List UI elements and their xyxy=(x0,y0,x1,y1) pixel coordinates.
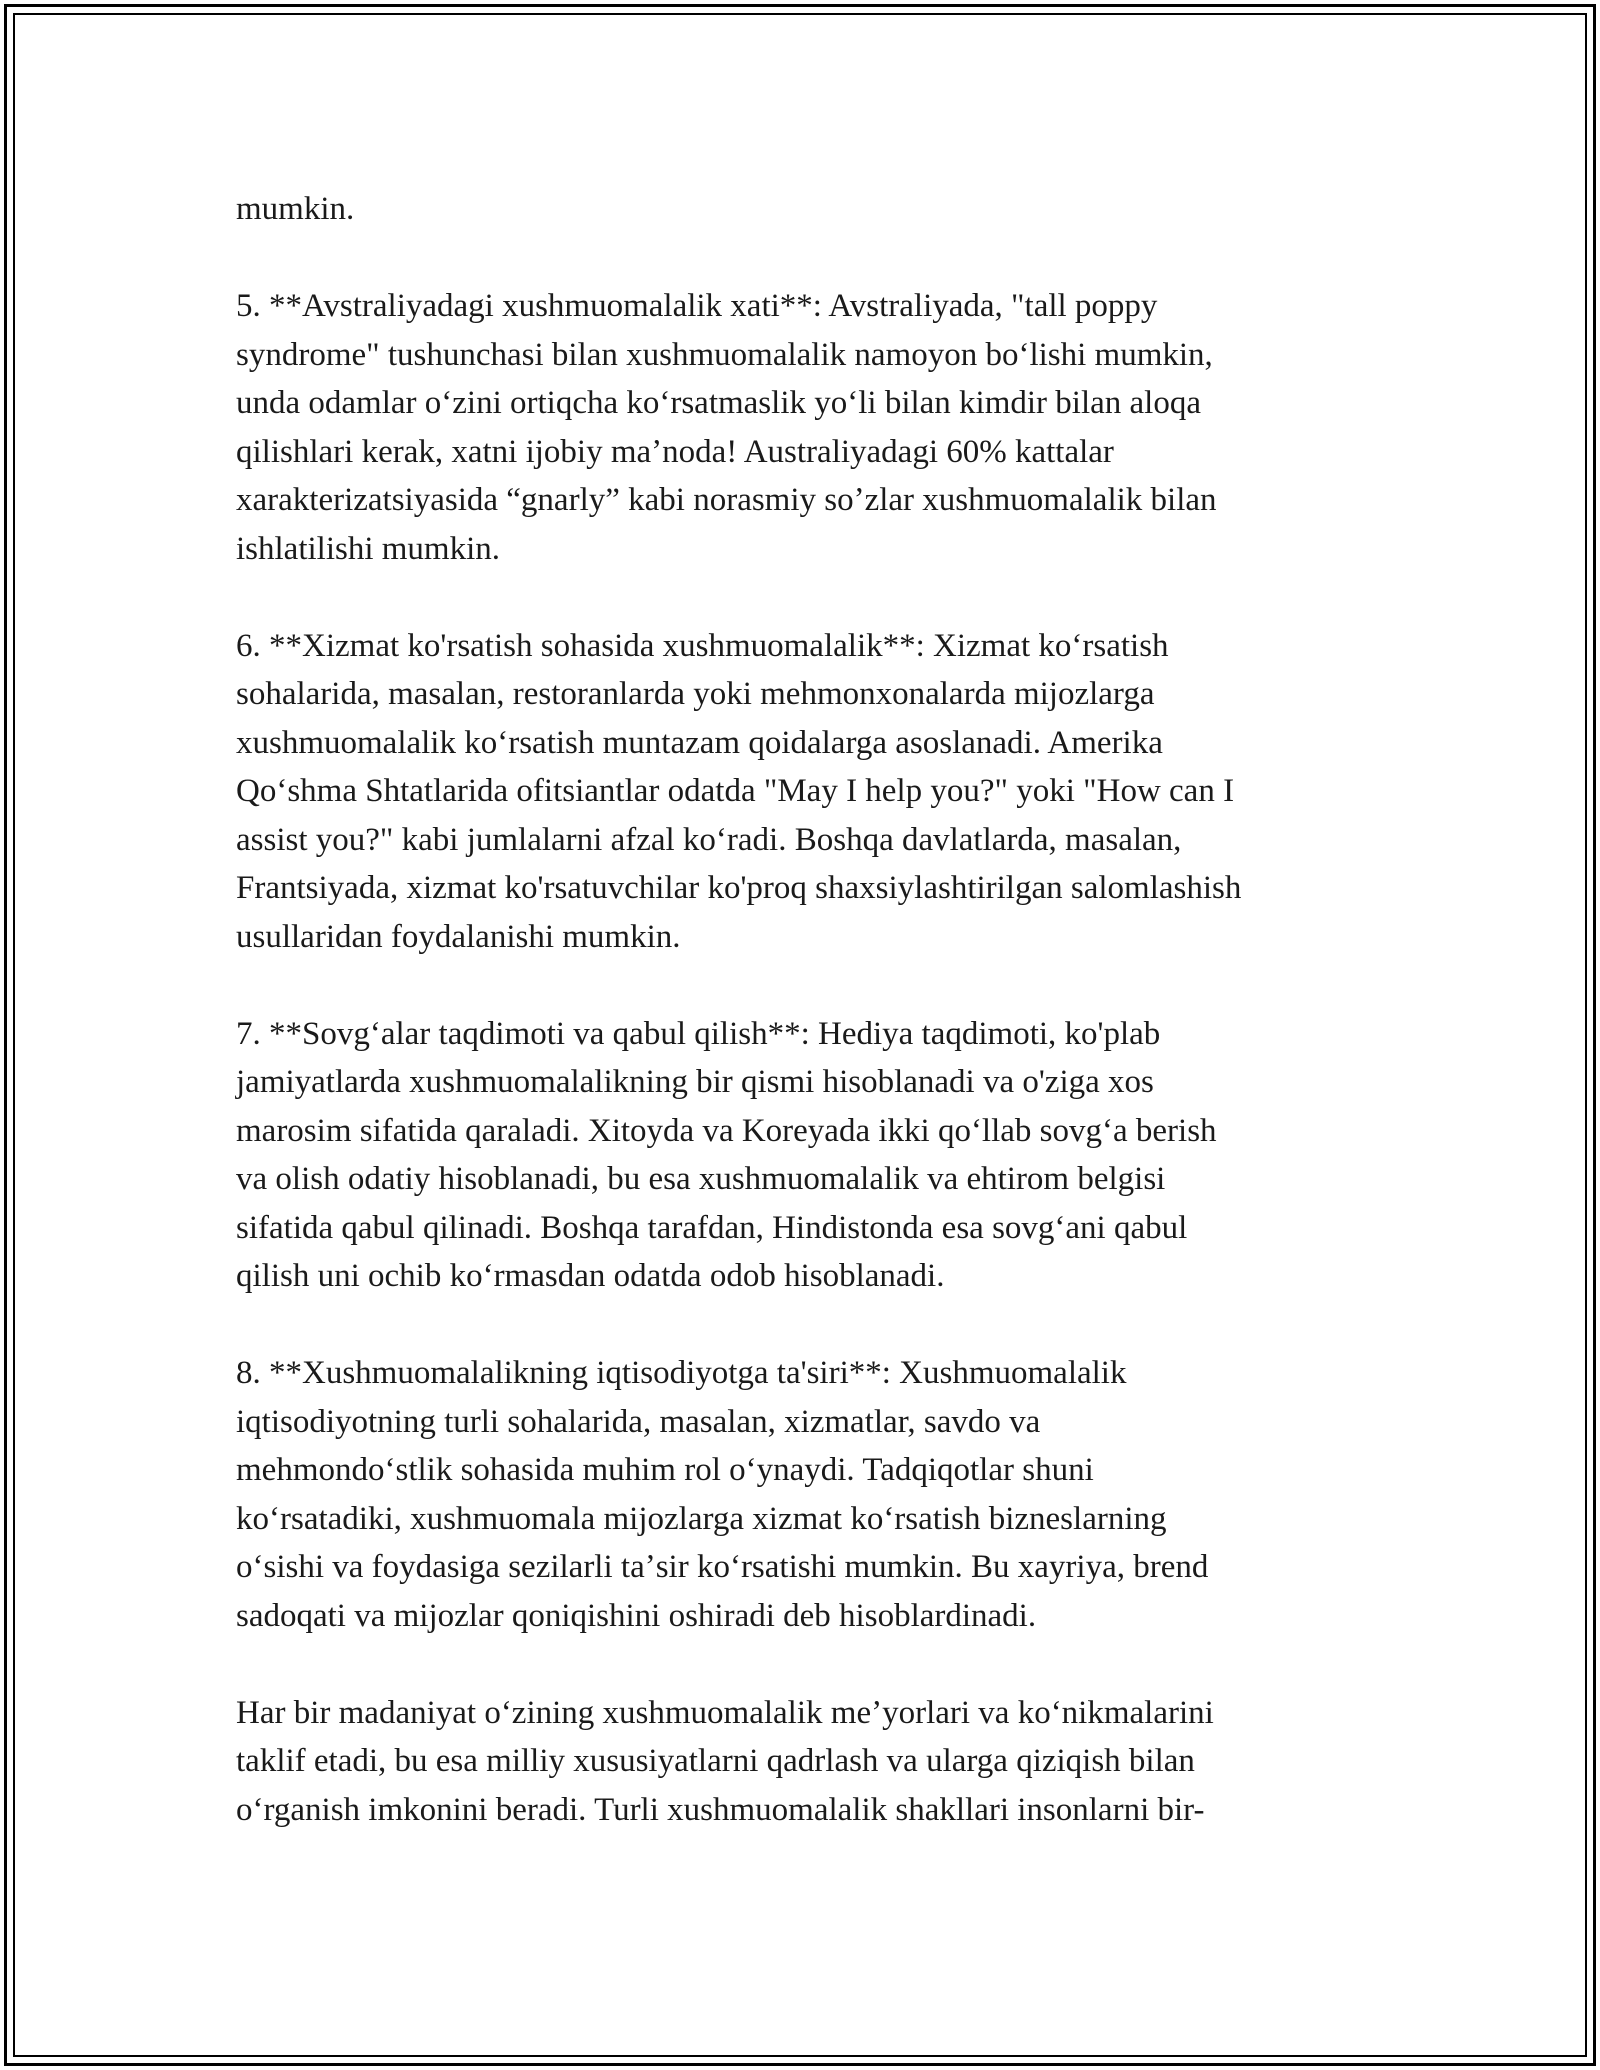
document-body xyxy=(236,185,1366,1834)
paragraph-conclusion: Har bir madaniyat oʻzining xushmuomalalik meʼyorlari va koʻnikmalarini taklif etadi, bu esa milliy xususiyatlarni qadrlash va ularga qiziqish bilan oʻrganish imkonini beradi. Turli xushmuomalalik shakllari insonlarni bir- xyxy=(236,1694,1214,1828)
paragraph-continuation: mumkin. xyxy=(236,191,355,227)
paragraph-item-6: 6. **Xizmat ko'rsatish sohasida xushmuomalalik**: Xizmat koʻrsatish sohalarida, masalan, restoranlarda yoki mehmonxonalarda mijozlarga xushmuomalalik koʻrsatish muntazam qoidalarga asoslanadi. Amerika Qoʻshma Shtatlarida ofitsiantlar odatda "May I help you?" yoki "How can I assist you?" kabi jumlalarni afzal koʻradi. Boshqa davlatlarda, masalan, Frantsiyada, xizmat ko'rsatuvchilar ko'proq shaxsiylashtirilgan salomlashish usullaridan foydalanishi mumkin. xyxy=(236,627,1242,955)
paragraph-item-8: 8. **Xushmuomalalikning iqtisodiyotga ta'siri**: Xushmuomalalik iqtisodiyotning turli sohalarida, masalan, xizmatlar, savdo va mehmondoʻstlik sohasida muhim rol oʻynaydi. Tadqiqotlar shuni koʻrsatadiki, xushmuomala mijozlarga xizmat koʻrsatish bizneslarning oʻsishi va foydasiga sezilarli taʼsir koʻrsatishi mumkin. Bu xayriya, brend sadoqati va mijozlar qoniqishini oshiradi deb hisoblardinadi. xyxy=(236,1355,1209,1634)
paragraph-item-5: 5. **Avstraliyadagi xushmuomalalik xati**: Avstraliyada, "tall poppy syndrome" tushunchasi bilan xushmuomalalik namoyon boʻlishi mumkin, unda odamlar oʻzini ortiqcha koʻrsatmaslik yoʻli bilan kimdir bilan aloqa qilishlari kerak, xatni ijobiy maʼnoda! Australiyadagi 60% kattalar xarakterizatsiyasida “gnarly” kabi norasmiy soʼzlar xushmuomalalik bilan ishlatilishi mumkin. xyxy=(236,288,1217,567)
paragraph-item-7: 7. **Sovgʻalar taqdimoti va qabul qilish**: Hediya taqdimoti, ko'plab jamiyatlarda xushmuomalalikning bir qismi hisoblanadi va o'ziga xos marosim sifatida qaraladi. Xitoyda va Koreyada ikki qoʻllab sovgʻa berish va olish odatiy hisoblanadi, bu esa xushmuomalalik va ehtirom belgisi sifatida qabul qilinadi. Boshqa tarafdan, Hindistonda esa sovgʻani qabul qilish uni ochib koʻrmasdan odatda odob hisoblanadi. xyxy=(236,1015,1217,1294)
